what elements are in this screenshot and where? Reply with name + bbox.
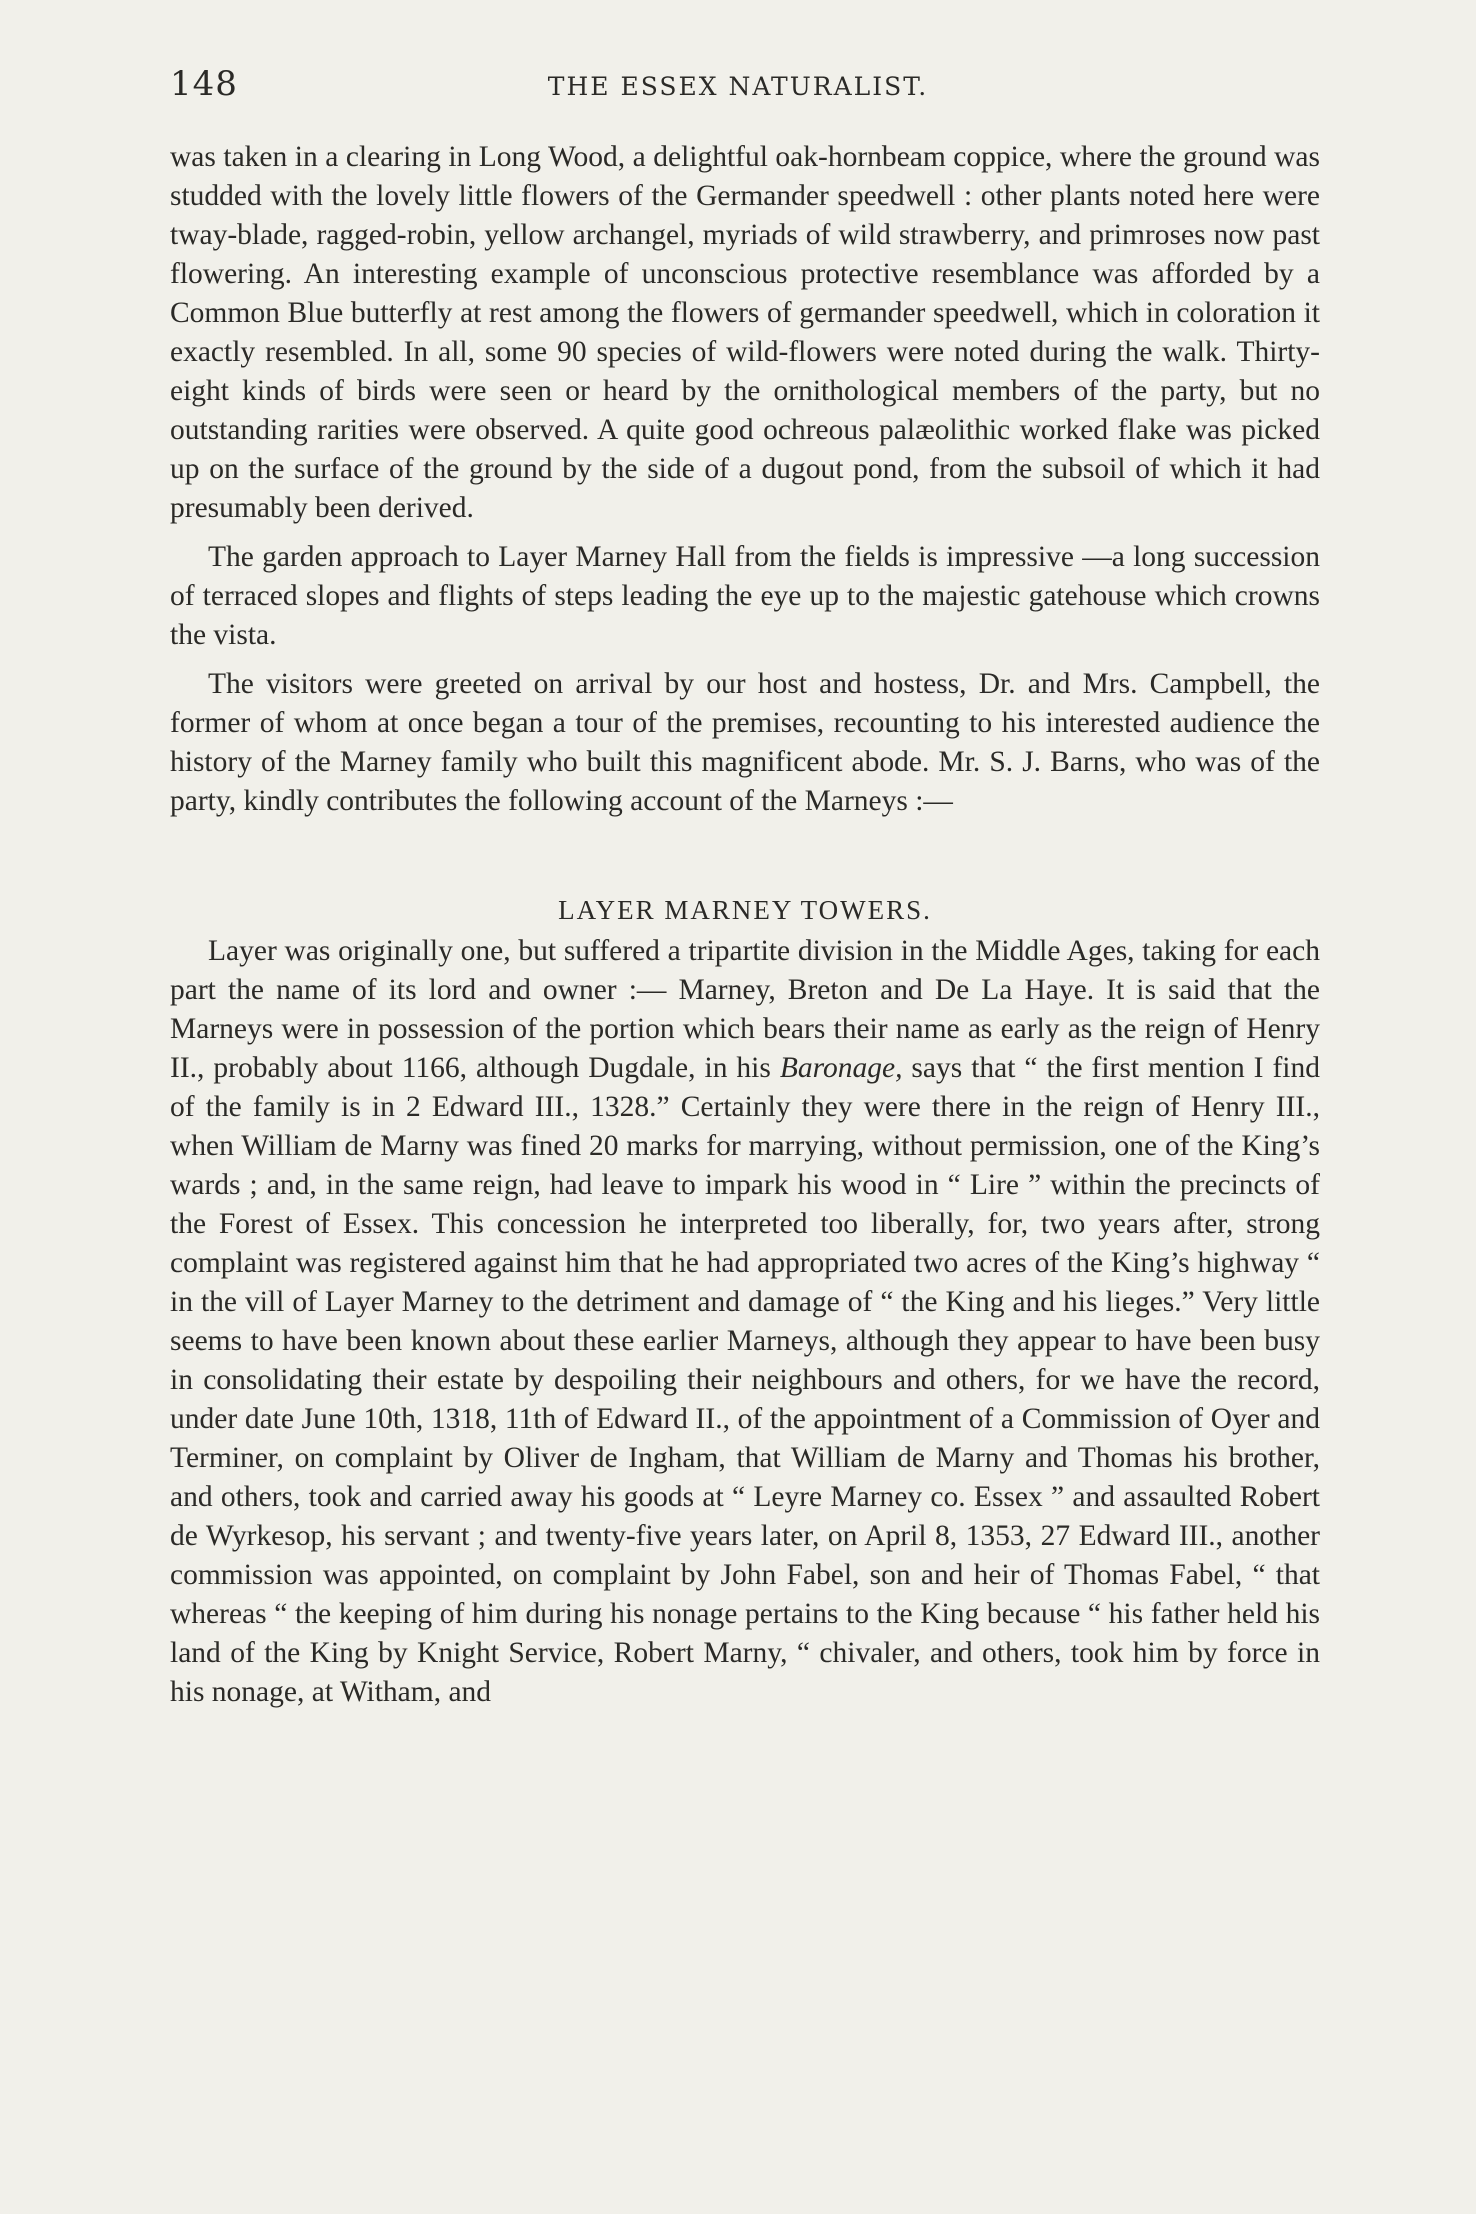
body-text [170, 138, 1320, 1712]
paragraph-layer-history-part1: Layer was originally one, but suffered a tripartite division in the Middle Ages, taking for each part the name of its lord and owner :— Marney, Breton and De La Haye. It is said that the Marneys were in possession of the portion which bears their name as early as the reign of Henry II., probably about 1166, although Dugdale, in his [170, 935, 1320, 1084]
page-number: 148 [170, 64, 238, 104]
running-title: THE ESSEX NATURALIST. [547, 72, 929, 101]
baronage-title: Baronage, [779, 1052, 903, 1084]
paragraph-long-wood: was taken in a clearing in Long Wood, a delightful oak-hornbeam coppice, where the ground was studded with the lovely little flowers of the Germander speedwell : other plants noted here were tway-blade, ragged-robin, yellow archangel, myriads of wild strawberry, and primroses now past flowering. An interesting example of unconscious protective resemblance was afforded by a Common Blue butterfly at rest among the flowers of germander speedwell, which in coloration it exactly resembled. In all, some 90 species of wild-flowers were noted during the walk. Thirty-eight kinds of birds were seen or heard by the ornithological members of the party, but no outstanding rarities were observed. A quite good ochreous palæolithic worked flake was picked up on the surface of the ground by the side of a dugout pond, from the subsoil of which it had presumably been derived. [170, 141, 1320, 524]
paragraph-garden-approach: The garden approach to Layer Marney Hall from the fields is impressive —a long succession of terraced slopes and flights of steps leading the eye up to the majestic gatehouse which crowns the vista. [170, 541, 1320, 651]
section-heading: LAYER MARNEY TOWERS. [558, 895, 932, 925]
paragraph-layer-history [170, 932, 1320, 1712]
paragraph-visitors-greeted: The visitors were greeted on arrival by our host and hostess, Dr. and Mrs. Campbell, the former of whom at once began a tour of the premises, recounting to his interested audience the history of the Marney family who built this magnificent abode. Mr. S. J. Barns, who was of the party, kindly contributes the following account of the Marneys :— [170, 668, 1320, 817]
paragraph-layer-history-part2: says that “ the first mention I find of the family is in 2 Edward III., 1328.” Certainly they were there in the reign of Henry III., when William de Marny was fined 20 marks for marrying, without permission, one of the King’s wards ; and, in the same reign, had leave to impark his wood in “ Lire ” within the precincts of the Forest of Essex. This concession he interpreted too liberally, for, two years after, strong complaint was registered against him that he had appropriated two acres of the King’s highway “ in the vill of Layer Marney to the detriment and damage of “ the King and his lieges.” Very little seems to have been known about these earlier Marneys, although they appear to have been busy in consolidating their estate by despoiling their neighbours and others, for we have the record, under date June 10th, 1318, 11th of Edward II., of the appointment of a Commission of Oyer and Terminer, on complaint by Oliver de Ingham, that William de Marny and Thomas his brother, and others, took and carried away his goods at “ Leyre Marney co. Essex ” and assaulted Robert de Wyrkesop, his servant ; and twenty-five years later, on April 8, 1353, 27 Edward III., another commission was appointed, on complaint by John Fabel, son and heir of Thomas Fabel, “ that whereas “ the keeping of him during his nonage pertains to the King because “ his father held his land of the King by Knight Service, Robert Marny, “ chivaler, and others, took him by force in his nonage, at Witham, and [170, 1052, 1320, 1708]
